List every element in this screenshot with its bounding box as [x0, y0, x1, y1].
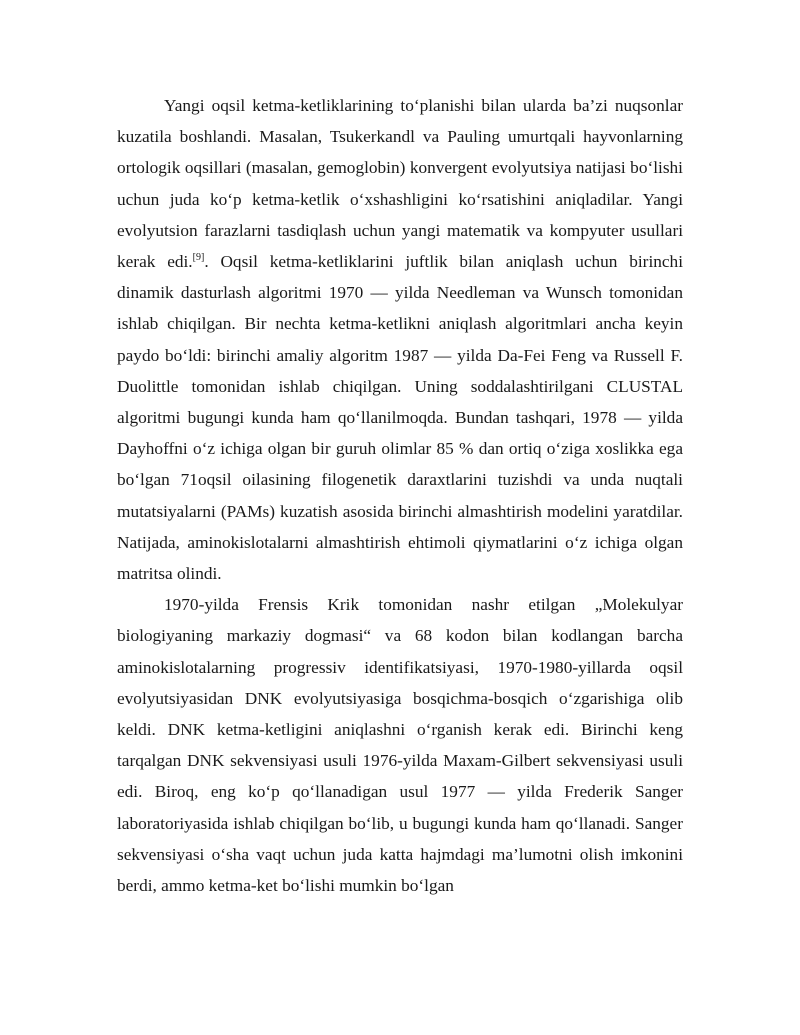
paragraph-early-protein-alignment — [117, 90, 683, 589]
paragraph-dna-sequencing: 1970-yilda Frensis Krik tomonidan nashr etilgan „Molekulyar biologiyaning markaziy dogmasi“ va 68 kodon bilan kodlangan barcha aminokislotalarning progressiv identifikatsiyasi, 1970-1980-yillarda oqsil evolyutsiyasidan DNK evolyutsiyasiga bosqichma-bosqich o‘zgarishiga olib keldi. DNK ketma-ketligini aniqlashni o‘rganish kerak edi. Birinchi keng tarqalgan DNK sekvensiyasi usuli 1976-yilda Maxam-Gilbert sekvensiyasi usuli edi. Biroq, eng ko‘p qo‘llanadigan usul 1977 — yilda Frederik Sanger laboratoriyasida ishlab chiqilgan bo‘lib, u bugungi kunda ham qo‘llanadi. Sanger sekvensiyasi o‘sha vaqt uchun juda katta hajmdagi ma’lumotni olish imkonini berdi, ammo ketma-ket bo‘lishi mumkin bo‘lgan — [117, 595, 683, 896]
citation-reference[interactable]: [9] — [192, 252, 205, 264]
paragraph-text-continued: . Oqsil ketma-ketliklarini juftlik bilan aniqlash uchun birinchi dinamik dasturlash algoritmi 1970 — yilda Needleman va Wunsch tomonidan ishlab chiqilgan. Bir nechta ketma-ketlikni aniqlash algoritmlari ancha keyin paydo bo‘ldi: birinchi amaliy algoritm 1987 — yilda Da-Fei Feng va Russell F. Duolittle tomonidan ishlab chiqilgan. Uning soddalashtirilgani CLUSTAL algoritmi bugungi kunda ham qo‘llanilmoqda. Bundan tashqari, 1978 — yilda Dayhoffni o‘z ichiga olgan bir guruh olimlar 85 % dan ortiq o‘ziga xoslikka ega bo‘lgan 71oqsil oilasining filogenetik daraxtlarini tuzishdi va unda nuqtali mutatsiyalarni (PAMs) kuzatish asosida birinchi almashtirish modelini yaratdilar. Natijada, aminokislotalarni almashtirish ehtimoli qiymatlarini o‘z ichiga olgan matritsa olindi. — [117, 252, 683, 584]
document-page — [117, 90, 683, 901]
paragraph-text: Yangi oqsil ketma-ketliklarining to‘planishi bilan ularda ba’zi nuqsonlar kuzatila boshlandi. Masalan, Tsukerkandl va Pauling umurtqali hayvonlarning ortologik oqsillari (masalan, gemoglobin) konvergent evolyutsiya natijasi bo‘lishi uchun juda ko‘p ketma-ketlik o‘xshashligini ko‘rsatishini aniqladilar. Yangi evolyutsion farazlarni tasdiqlash uchun yangi matematik va kompyuter usullari kerak edi. — [117, 96, 683, 272]
